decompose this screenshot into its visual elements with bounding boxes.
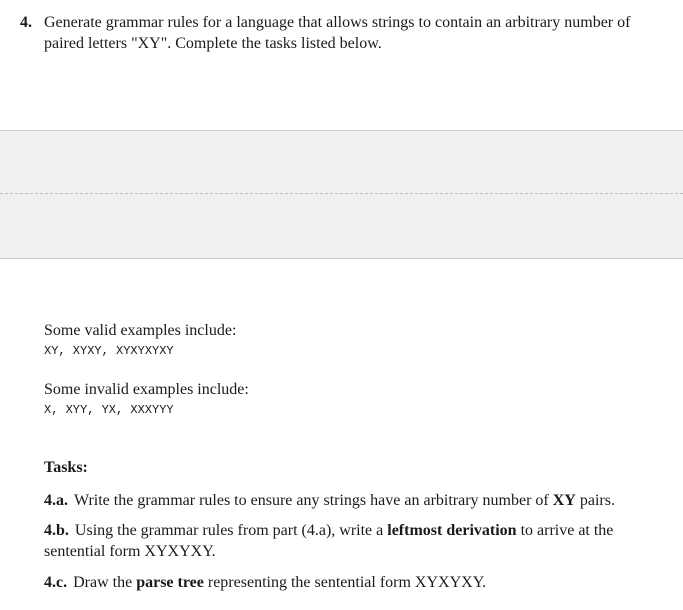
valid-examples-list: XY, XYXY, XYXYXYXY [44, 344, 174, 358]
valid-examples-label: Some valid examples include: [44, 322, 237, 339]
task-4b-id: 4.b. [44, 522, 69, 539]
invalid-examples-block [44, 380, 664, 418]
task-4b [44, 520, 664, 562]
task-4b-text: Using the grammar rules from part (4.a), write a [74, 522, 388, 539]
task-4c-bold: parse tree [136, 574, 204, 591]
task-4c [44, 572, 664, 593]
task-4a-bold: XY [552, 492, 576, 509]
invalid-examples-list: X, XYY, YX, XXXYYY [44, 403, 174, 417]
task-4c-text: Draw the [73, 574, 137, 591]
task-4a-id: 4.a. [44, 492, 68, 509]
task-4c-text-end: representing the sentential form XYXYXY. [203, 574, 487, 591]
task-4c-id: 4.c. [44, 574, 68, 591]
task-4b-bold: leftmost derivation [387, 522, 517, 539]
question-number: 4. [20, 14, 32, 31]
tasks-heading: Tasks: [44, 459, 88, 476]
question-text: Generate grammar rules for a language that allows strings to contain an arbitrary number of paired letters "XY". Complete the tasks listed below. [44, 14, 631, 52]
dashed-divider [0, 193, 683, 194]
task-4a [44, 490, 664, 511]
task-4a-text-end: pairs. [575, 492, 615, 509]
task-4b-text-end: to arrive at the sentential form XYXYXY. [44, 522, 614, 560]
invalid-examples-label: Some invalid examples include: [44, 381, 249, 398]
task-4a-text: Write the grammar rules to ensure any strings have an arbitrary number of [74, 492, 553, 509]
valid-examples-block [44, 321, 664, 359]
answer-area[interactable] [0, 130, 683, 259]
